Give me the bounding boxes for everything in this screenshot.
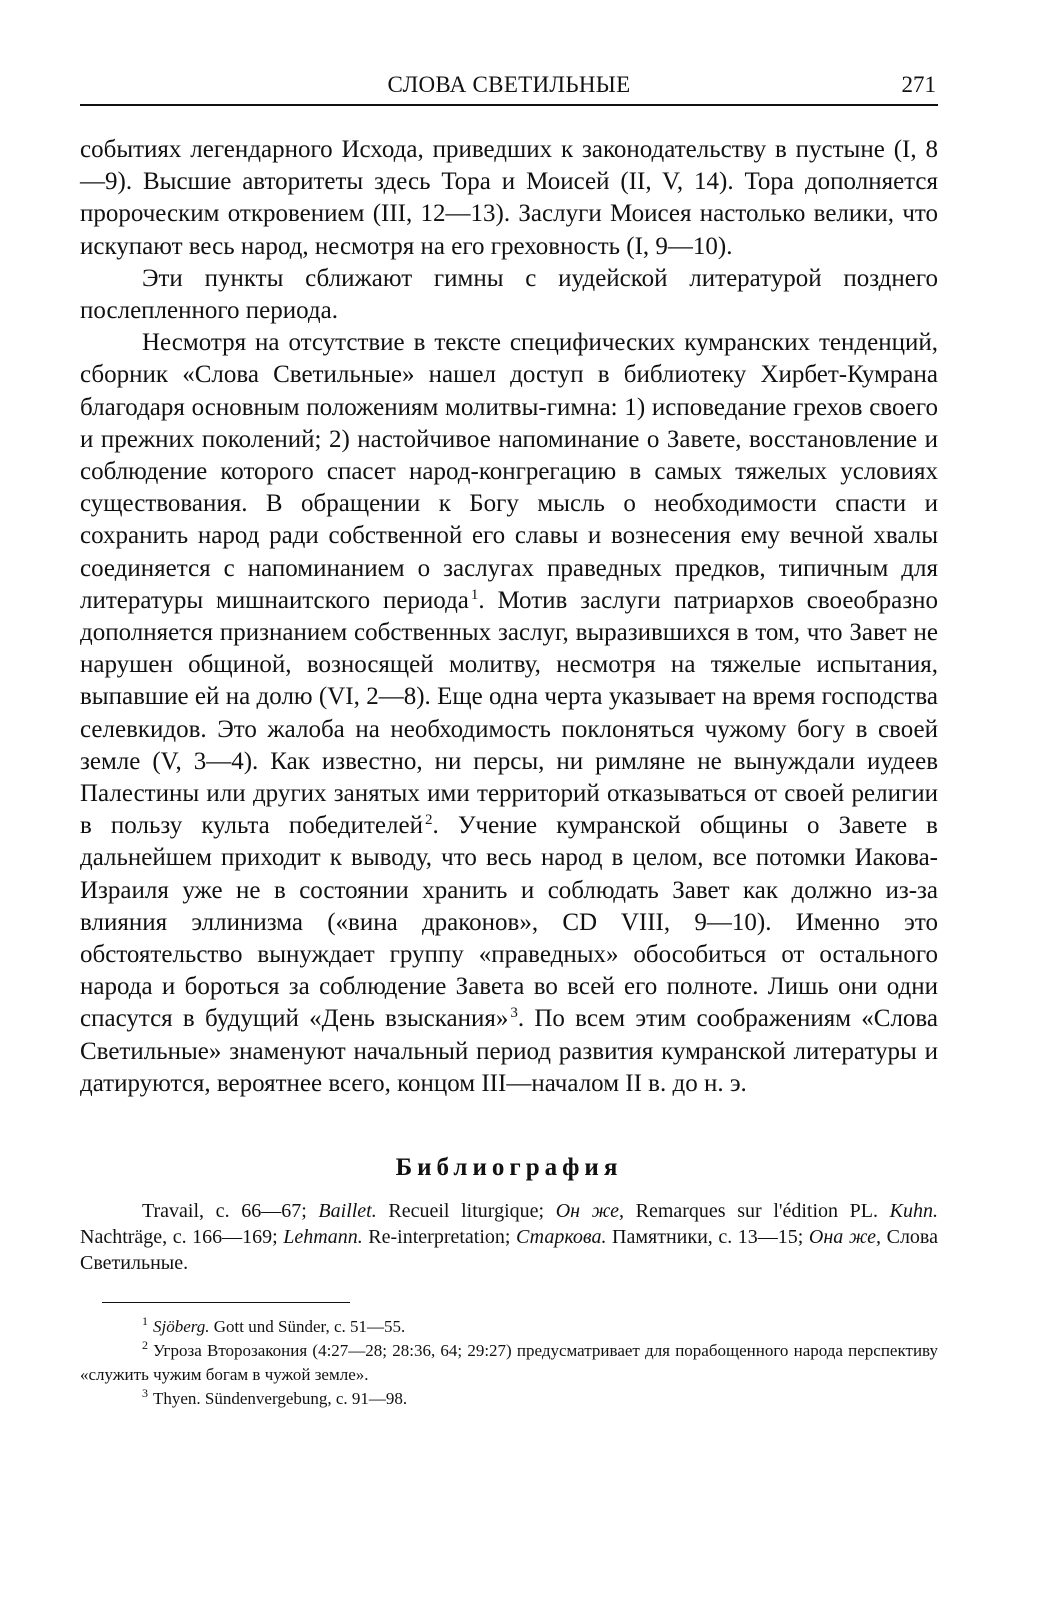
footnote-mark: 3 [142,1386,148,1401]
biblio-part: Re-interpretation; [362,1226,517,1249]
footnote-author: Sjöberg. [153,1317,210,1337]
footnote-mark: 2 [142,1338,148,1353]
paragraph-3 [80,327,938,1100]
bibliography-heading: Библиография [395,1154,623,1182]
biblio-part: Nachträge, с. 166—169; [80,1226,284,1249]
footnote-text: Угроза Второзакония (4:27—28; 28:36, 64; 29:27) предусматривает для порабощенного народа перспективу «служить чужим богам в чужой земле». [80,1341,938,1385]
footnote-separator [102,1302,350,1303]
biblio-author: Kuhn. [889,1200,938,1223]
paragraph-2: Эти пункты сближают гимны с иудейской литературой позднего послепленного периода. [80,264,938,325]
bibliography-text [80,1198,938,1276]
footnote-1 [80,1315,938,1339]
paragraph-1: событиях легендарного Исхода, приведших к законодательству в пустыне (I, 8—9). Высшие авторитеты здесь Тора и Моисей (II, V, 14). Тора дополняется пророческим откровением (III, 12—13). Заслуги Моисея настолько велики, что искупают весь народ, несмотря на его греховность (I, 9—10). [80,136,938,260]
paragraph-3-part-4: . По всем этим соображениям «Слова Светильные» знаменуют начальный период развития кумранской литературы и датируются, вероятнее всего, концом III—началом II в. до н. э. [80,1005,938,1097]
running-head [80,70,938,104]
running-head-title: СЛОВА СВЕТИЛЬНЫЕ [387,72,631,97]
biblio-part: Слова Светильные. [80,1226,938,1275]
footnote-ref-2[interactable]: 2 [424,811,433,828]
footnote-2 [80,1339,938,1387]
biblio-part: Памятники, с. 13—15; [606,1226,809,1249]
main-text [80,134,938,1100]
footnote-mark: 1 [142,1314,148,1329]
biblio-author: Она же, [808,1226,882,1249]
biblio-author: Он же, [555,1200,624,1223]
biblio-part: Remarques sur l'édition PL. [623,1200,890,1223]
biblio-part: Travail, с. 66—67; [142,1200,319,1223]
paragraph-3-part-1: Несмотря на отсутствие в тексте специфических кумранских тенденций, сборник «Слова Светильные» нашел доступ в библиотеку Хирбет-Кумрана благодаря основным положениям молитвы-гимна: 1) исповедание грехов своего и прежних поколений; 2) настойчивое напоминание о Завете, восстановление и соблюдение которого спасет народ-конгрегацию в самых тяжелых условиях существования. В обращении к Богу мысль о необходимости спасти и сохранить народ ради собственной его славы и вознесения ему вечной хвалы соединяется с напоминанием о заслугах праведных предков, типичным для литературы мишнаитского периода [80,329,938,614]
footnote-ref-1[interactable]: 1 [470,586,479,603]
paragraph-3-part-2: . Мотив заслуги патриархов своеобразно дополняется признанием собственных заслуг, выразившихся в том, что Завет не нарушен общиной, возносящей молитву, несмотря на тяжелые испытания, выпавшие ей на долю (VI, 2—8). Еще одна черта указывает на время господства селевкидов. Это жалоба на необходимость поклоняться чужому богу в своей земле (V, 3—4). Как известно, ни персы, ни римляне не вынуждали иудеев Палестины или других занятых ими территорий отказываться от своей религии в пользу культа победителей [80,586,938,840]
biblio-author: Старкова. [516,1226,607,1249]
footnotes [80,1315,938,1411]
biblio-part: Recueil liturgique; [376,1200,556,1223]
book-page [80,70,938,1411]
footnote-text: Gott und Sünder, с. 51—55. [209,1317,406,1337]
biblio-author: Baillet. [318,1200,377,1223]
footnote-text: Thyen. Sündenvergebung, с. 91—98. [153,1389,408,1409]
header-rule [80,104,938,106]
paragraph-3-part-3: . Учение кумранской общины о Завете в дальнейшем приходит к выводу, что весь народ в целом, все потомки Иакова-Израиля уже не в состоянии хранить и соблюдать Завет как должно из-за влияния эллинизма («вина драконов», CD VIII, 9—10). Именно это обстоятельство вынуждает группу «праведных» обособиться от остального народа и бороться за соблюдение Завета во всей его полноте. Лишь они одни спасутся в будущий «День взыскания» [80,812,938,1033]
biblio-author: Lehmann. [283,1226,363,1249]
footnote-ref-3[interactable]: 3 [510,1005,518,1022]
page-number: 271 [901,72,936,97]
footnote-3 [80,1387,938,1411]
